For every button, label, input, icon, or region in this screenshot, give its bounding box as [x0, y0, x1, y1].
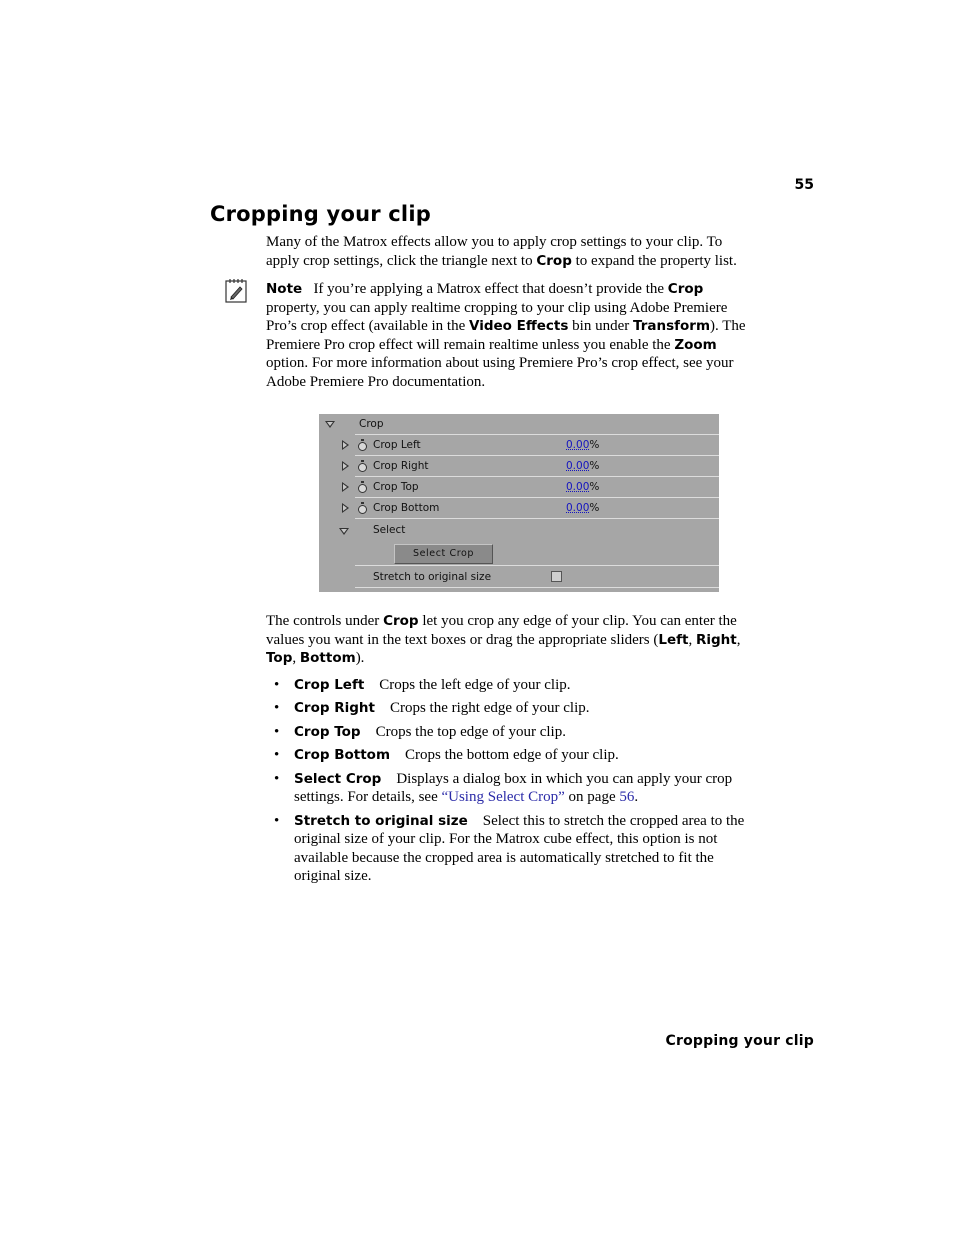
crop-left-label: Crop Left: [373, 439, 421, 451]
separator: ,: [292, 650, 300, 667]
using-select-crop-link[interactable]: “Using Select Crop”: [441, 789, 565, 806]
intro-text: Many of the Matrox effects allow you to apply crop settings to your clip. To apply crop settings, click the triangle next to: [266, 234, 723, 269]
bullet-term: Crop Left: [294, 677, 365, 693]
bullet-desc: Crops the left edge of your clip.: [379, 677, 571, 693]
bullet-term: Select Crop: [294, 770, 382, 787]
stretch-checkbox[interactable]: [551, 571, 562, 582]
controls-list: [274, 676, 758, 891]
list-item: [274, 812, 758, 886]
bullet-desc-end: .: [634, 789, 639, 806]
select-label: Select: [373, 524, 406, 536]
crop-effect-controls-panel: [319, 414, 719, 592]
note-transform-term: Transform: [633, 318, 711, 335]
collapsed-triangle-icon[interactable]: [342, 482, 349, 492]
page-56-link[interactable]: 56: [619, 789, 635, 806]
bullet: •: [274, 747, 280, 764]
crop-bottom-row[interactable]: [319, 498, 719, 519]
controls-text-2: let you crop any edge of your clip. You can enter the values you want in the text boxes or drag the appropriate sliders (: [266, 613, 737, 648]
crop-right-row[interactable]: [319, 456, 719, 477]
list-item: [274, 723, 758, 742]
note-text-4: ). The Premiere Pro crop effect will remain realtime unless you enable the: [266, 318, 746, 353]
bullet: •: [274, 700, 280, 717]
crop-top-label: Crop Top: [373, 481, 419, 493]
controls-top-term: Top: [266, 650, 293, 667]
list-item: [274, 770, 758, 807]
note-paragraph: [266, 280, 758, 392]
controls-paragraph: [266, 612, 758, 668]
stopwatch-icon[interactable]: [358, 442, 367, 451]
expand-triangle-icon[interactable]: [325, 421, 335, 428]
crop-left-value[interactable]: 0.00: [566, 439, 590, 451]
page-number: 55: [794, 177, 814, 193]
stopwatch-icon[interactable]: [358, 463, 367, 472]
bullet-term: Crop Top: [294, 723, 361, 740]
controls-right-term: Right: [695, 631, 737, 648]
notepad-icon: [225, 278, 247, 303]
note-text-1: If you’re applying a Matrox effect that doesn’t provide the: [313, 281, 668, 297]
running-footer: Cropping your clip: [665, 1033, 814, 1049]
bullet: •: [274, 812, 280, 829]
controls-text-1: The controls under: [266, 613, 384, 629]
stretch-row: [355, 565, 719, 587]
bullet-desc: Crops the top edge of your clip.: [375, 723, 566, 740]
intro-crop-term: Crop: [536, 252, 572, 269]
crop-header-label: Crop: [359, 418, 384, 430]
crop-bottom-value[interactable]: 0.00: [566, 502, 590, 514]
select-row[interactable]: [319, 520, 719, 541]
separator: ,: [688, 631, 696, 648]
bullet-desc-mid: on page: [564, 789, 620, 806]
page-title: Cropping your clip: [210, 202, 431, 226]
percent-unit: %: [589, 460, 600, 472]
bullet: •: [274, 677, 280, 693]
crop-top-value[interactable]: 0.00: [566, 481, 590, 493]
separator: ,: [736, 631, 741, 648]
percent-unit: %: [589, 481, 600, 493]
bullet-term: Crop Right: [294, 700, 375, 717]
intro-text-end: to expand the property list.: [571, 252, 737, 269]
note-zoom-term: Zoom: [674, 336, 717, 353]
collapsed-triangle-icon[interactable]: [342, 503, 349, 513]
crop-right-value[interactable]: 0.00: [566, 460, 590, 472]
list-item: [274, 676, 758, 695]
stopwatch-icon[interactable]: [358, 484, 367, 493]
collapsed-triangle-icon[interactable]: [342, 440, 349, 450]
note-label: Note: [266, 281, 303, 297]
controls-text-3: ).: [355, 650, 365, 667]
crop-right-label: Crop Right: [373, 460, 429, 472]
bullet-term: Stretch to original size: [294, 812, 468, 829]
bullet-term: Crop Bottom: [294, 747, 391, 764]
controls-bottom-term: Bottom: [299, 650, 356, 667]
percent-unit: %: [589, 502, 600, 514]
percent-unit: %: [589, 439, 600, 451]
note-text-2: property, you can apply realtime cropping to your clip using Adobe Premiere Pro’s crop effect (available in the: [266, 299, 728, 335]
bullet-desc: Crops the right edge of your clip.: [389, 700, 590, 717]
crop-bottom-label: Crop Bottom: [373, 502, 440, 514]
bullet-desc: Select this to stretch the cropped area to the original size of your clip. For the Matrox cube effect, this option is not available because the cropped area is automatically stretched to fit the original size.: [294, 812, 745, 885]
stretch-label: Stretch to original size: [373, 571, 492, 583]
note-crop-term: Crop: [667, 281, 704, 297]
select-crop-button[interactable]: Select Crop: [394, 544, 493, 564]
bullet-desc: Displays a dialog box in which you can apply your crop settings. For details, see: [294, 770, 733, 806]
controls-left-term: Left: [658, 631, 689, 648]
list-item: [274, 699, 758, 718]
crop-top-row[interactable]: [319, 477, 719, 498]
bullet: •: [274, 770, 280, 787]
expand-triangle-icon[interactable]: [339, 528, 349, 535]
intro-paragraph: [266, 233, 758, 270]
note-text-5: option. For more information about using Premiere Pro’s crop effect, see your Adobe Premiere Pro documentation.: [266, 355, 734, 390]
crop-property-header[interactable]: [319, 414, 719, 435]
note-video-effects-term: Video Effects: [468, 318, 569, 335]
crop-left-row[interactable]: [319, 435, 719, 456]
list-item: [274, 746, 758, 765]
note-text-3: bin under: [568, 318, 633, 335]
stopwatch-icon[interactable]: [358, 505, 367, 514]
bullet-desc: Crops the bottom edge of your clip.: [405, 747, 619, 764]
controls-crop-term: Crop: [383, 613, 419, 629]
collapsed-triangle-icon[interactable]: [342, 461, 349, 471]
bullet: •: [274, 723, 280, 740]
